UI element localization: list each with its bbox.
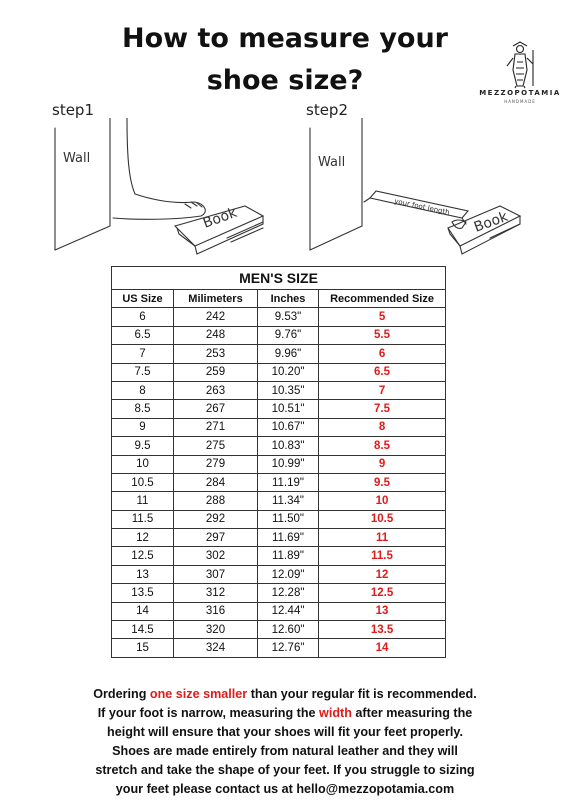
inches-cell: 11.50" <box>258 510 319 528</box>
mm-cell: 320 <box>174 621 258 639</box>
inches-cell: 10.83" <box>258 437 319 455</box>
table-row <box>112 455 446 473</box>
us-size-cell: 7.5 <box>112 363 174 381</box>
mm-cell: 242 <box>174 308 258 326</box>
mm-cell: 307 <box>174 565 258 583</box>
mm-cell: 297 <box>174 529 258 547</box>
recommended-size-cell: 9 <box>319 455 446 473</box>
recommended-size-cell: 7 <box>319 381 446 399</box>
us-size-cell: 13 <box>112 565 174 583</box>
us-size-cell: 9.5 <box>112 437 174 455</box>
us-size-cell: 12.5 <box>112 547 174 565</box>
step1-label: step1 <box>52 101 94 119</box>
recommended-size-cell: 9.5 <box>319 473 446 491</box>
note-highlight-one-size-smaller: one size smaller <box>149 687 248 701</box>
inches-cell: 11.34" <box>258 492 319 510</box>
us-size-cell: 6 <box>112 308 174 326</box>
mm-cell: 284 <box>174 473 258 491</box>
table-row <box>112 529 446 547</box>
inches-cell: 11.69" <box>258 529 319 547</box>
inches-cell: 9.96" <box>258 345 319 363</box>
table-row <box>112 602 446 620</box>
step2-wall-text: Wall <box>318 155 346 170</box>
us-size-cell: 10 <box>112 455 174 473</box>
table-row <box>112 308 446 326</box>
table-row <box>112 326 446 344</box>
note-line-6: your feet please contact us at hello@mezzopotamia.com <box>115 782 455 796</box>
inches-cell: 12.44" <box>258 602 319 620</box>
inches-cell: 11.19" <box>258 473 319 491</box>
inches-cell: 12.76" <box>258 639 319 657</box>
note-text: Ordering <box>93 687 150 701</box>
table-row <box>112 547 446 565</box>
inches-cell: 11.89" <box>258 547 319 565</box>
step1-wall-text: Wall <box>63 151 91 166</box>
recommended-size-cell: 8 <box>319 418 446 436</box>
page-title <box>60 18 510 102</box>
inches-cell: 12.09" <box>258 565 319 583</box>
mm-cell: 275 <box>174 437 258 455</box>
step2-label: step2 <box>306 101 348 119</box>
step2-illustration <box>300 118 540 263</box>
mm-cell: 259 <box>174 363 258 381</box>
mm-cell: 324 <box>174 639 258 657</box>
recommended-size-cell: 12.5 <box>319 584 446 602</box>
page-title-line-2: shoe size? <box>206 65 364 96</box>
recommended-size-cell: 8.5 <box>319 437 446 455</box>
table-header-row <box>112 290 446 308</box>
col-header-milimeters: Milimeters <box>174 290 258 308</box>
table-row <box>112 639 446 657</box>
brand-tagline: HANDMADE <box>504 99 536 104</box>
mens-size-table <box>111 266 446 658</box>
inches-cell: 9.53" <box>258 308 319 326</box>
inches-cell: 10.67" <box>258 418 319 436</box>
table-row <box>112 565 446 583</box>
table-row <box>112 381 446 399</box>
us-size-cell: 15 <box>112 639 174 657</box>
note-line-2 <box>20 704 550 723</box>
inches-cell: 10.99" <box>258 455 319 473</box>
table-row <box>112 492 446 510</box>
recommended-size-cell: 14 <box>319 639 446 657</box>
note-line-5: stretch and take the shape of your feet. If you struggle to sizing <box>95 763 475 777</box>
recommended-size-cell: 6.5 <box>319 363 446 381</box>
step1-book-text: Book <box>200 204 240 232</box>
us-size-cell: 8 <box>112 381 174 399</box>
note-line-3: height will ensure that your shoes will fit your feet properly. <box>107 725 463 739</box>
recommended-size-cell: 11.5 <box>319 547 446 565</box>
mm-cell: 267 <box>174 400 258 418</box>
recommended-size-cell: 13 <box>319 602 446 620</box>
recommended-size-cell: 13.5 <box>319 621 446 639</box>
us-size-cell: 11.5 <box>112 510 174 528</box>
mm-cell: 302 <box>174 547 258 565</box>
mm-cell: 279 <box>174 455 258 473</box>
col-header-inches: Inches <box>258 290 319 308</box>
step1-illustration <box>45 118 285 263</box>
mm-cell: 288 <box>174 492 258 510</box>
us-size-cell: 8.5 <box>112 400 174 418</box>
table-row <box>112 473 446 491</box>
us-size-cell: 10.5 <box>112 473 174 491</box>
note-text: than your regular fit is recommended. <box>247 687 477 701</box>
note-text: If your foot is narrow, measuring the <box>97 706 320 720</box>
inches-cell: 10.51" <box>258 400 319 418</box>
mm-cell: 263 <box>174 381 258 399</box>
recommended-size-cell: 7.5 <box>319 400 446 418</box>
mm-cell: 253 <box>174 345 258 363</box>
col-header-recommended-size: Recommended Size <box>319 290 446 308</box>
brand-name: MEZZOPOTAMIA <box>479 89 561 97</box>
recommended-size-cell: 5.5 <box>319 326 446 344</box>
table-row <box>112 510 446 528</box>
mm-cell: 312 <box>174 584 258 602</box>
inches-cell: 12.60" <box>258 621 319 639</box>
us-size-cell: 11 <box>112 492 174 510</box>
us-size-cell: 12 <box>112 529 174 547</box>
table-row <box>112 345 446 363</box>
inches-cell: 10.20" <box>258 363 319 381</box>
table-title: MEN'S SIZE <box>112 267 446 290</box>
table-row <box>112 418 446 436</box>
sizing-notes <box>20 685 550 799</box>
inches-cell: 12.28" <box>258 584 319 602</box>
table-row <box>112 584 446 602</box>
col-header-us-size: US Size <box>112 290 174 308</box>
table-row <box>112 363 446 381</box>
us-size-cell: 6.5 <box>112 326 174 344</box>
us-size-cell: 9 <box>112 418 174 436</box>
table-row <box>112 400 446 418</box>
us-size-cell: 7 <box>112 345 174 363</box>
step2-ruler-text: your foot length <box>393 197 451 217</box>
mm-cell: 316 <box>174 602 258 620</box>
recommended-size-cell: 10.5 <box>319 510 446 528</box>
inches-cell: 10.35" <box>258 381 319 399</box>
recommended-size-cell: 5 <box>319 308 446 326</box>
table-row <box>112 437 446 455</box>
mm-cell: 248 <box>174 326 258 344</box>
us-size-cell: 14.5 <box>112 621 174 639</box>
mm-cell: 271 <box>174 418 258 436</box>
note-highlight-width: width <box>319 706 352 720</box>
note-line-4: Shoes are made entirely from natural leather and they will <box>112 744 458 758</box>
table-row <box>112 621 446 639</box>
inches-cell: 9.76" <box>258 326 319 344</box>
recommended-size-cell: 12 <box>319 565 446 583</box>
recommended-size-cell: 6 <box>319 345 446 363</box>
note-line-1 <box>20 685 550 704</box>
recommended-size-cell: 10 <box>319 492 446 510</box>
recommended-size-cell: 11 <box>319 529 446 547</box>
us-size-cell: 14 <box>112 602 174 620</box>
note-text: after measuring the <box>351 706 473 720</box>
mm-cell: 292 <box>174 510 258 528</box>
step2-book-text: Book <box>471 208 511 236</box>
us-size-cell: 13.5 <box>112 584 174 602</box>
page-title-line-1: How to measure your <box>121 23 449 54</box>
